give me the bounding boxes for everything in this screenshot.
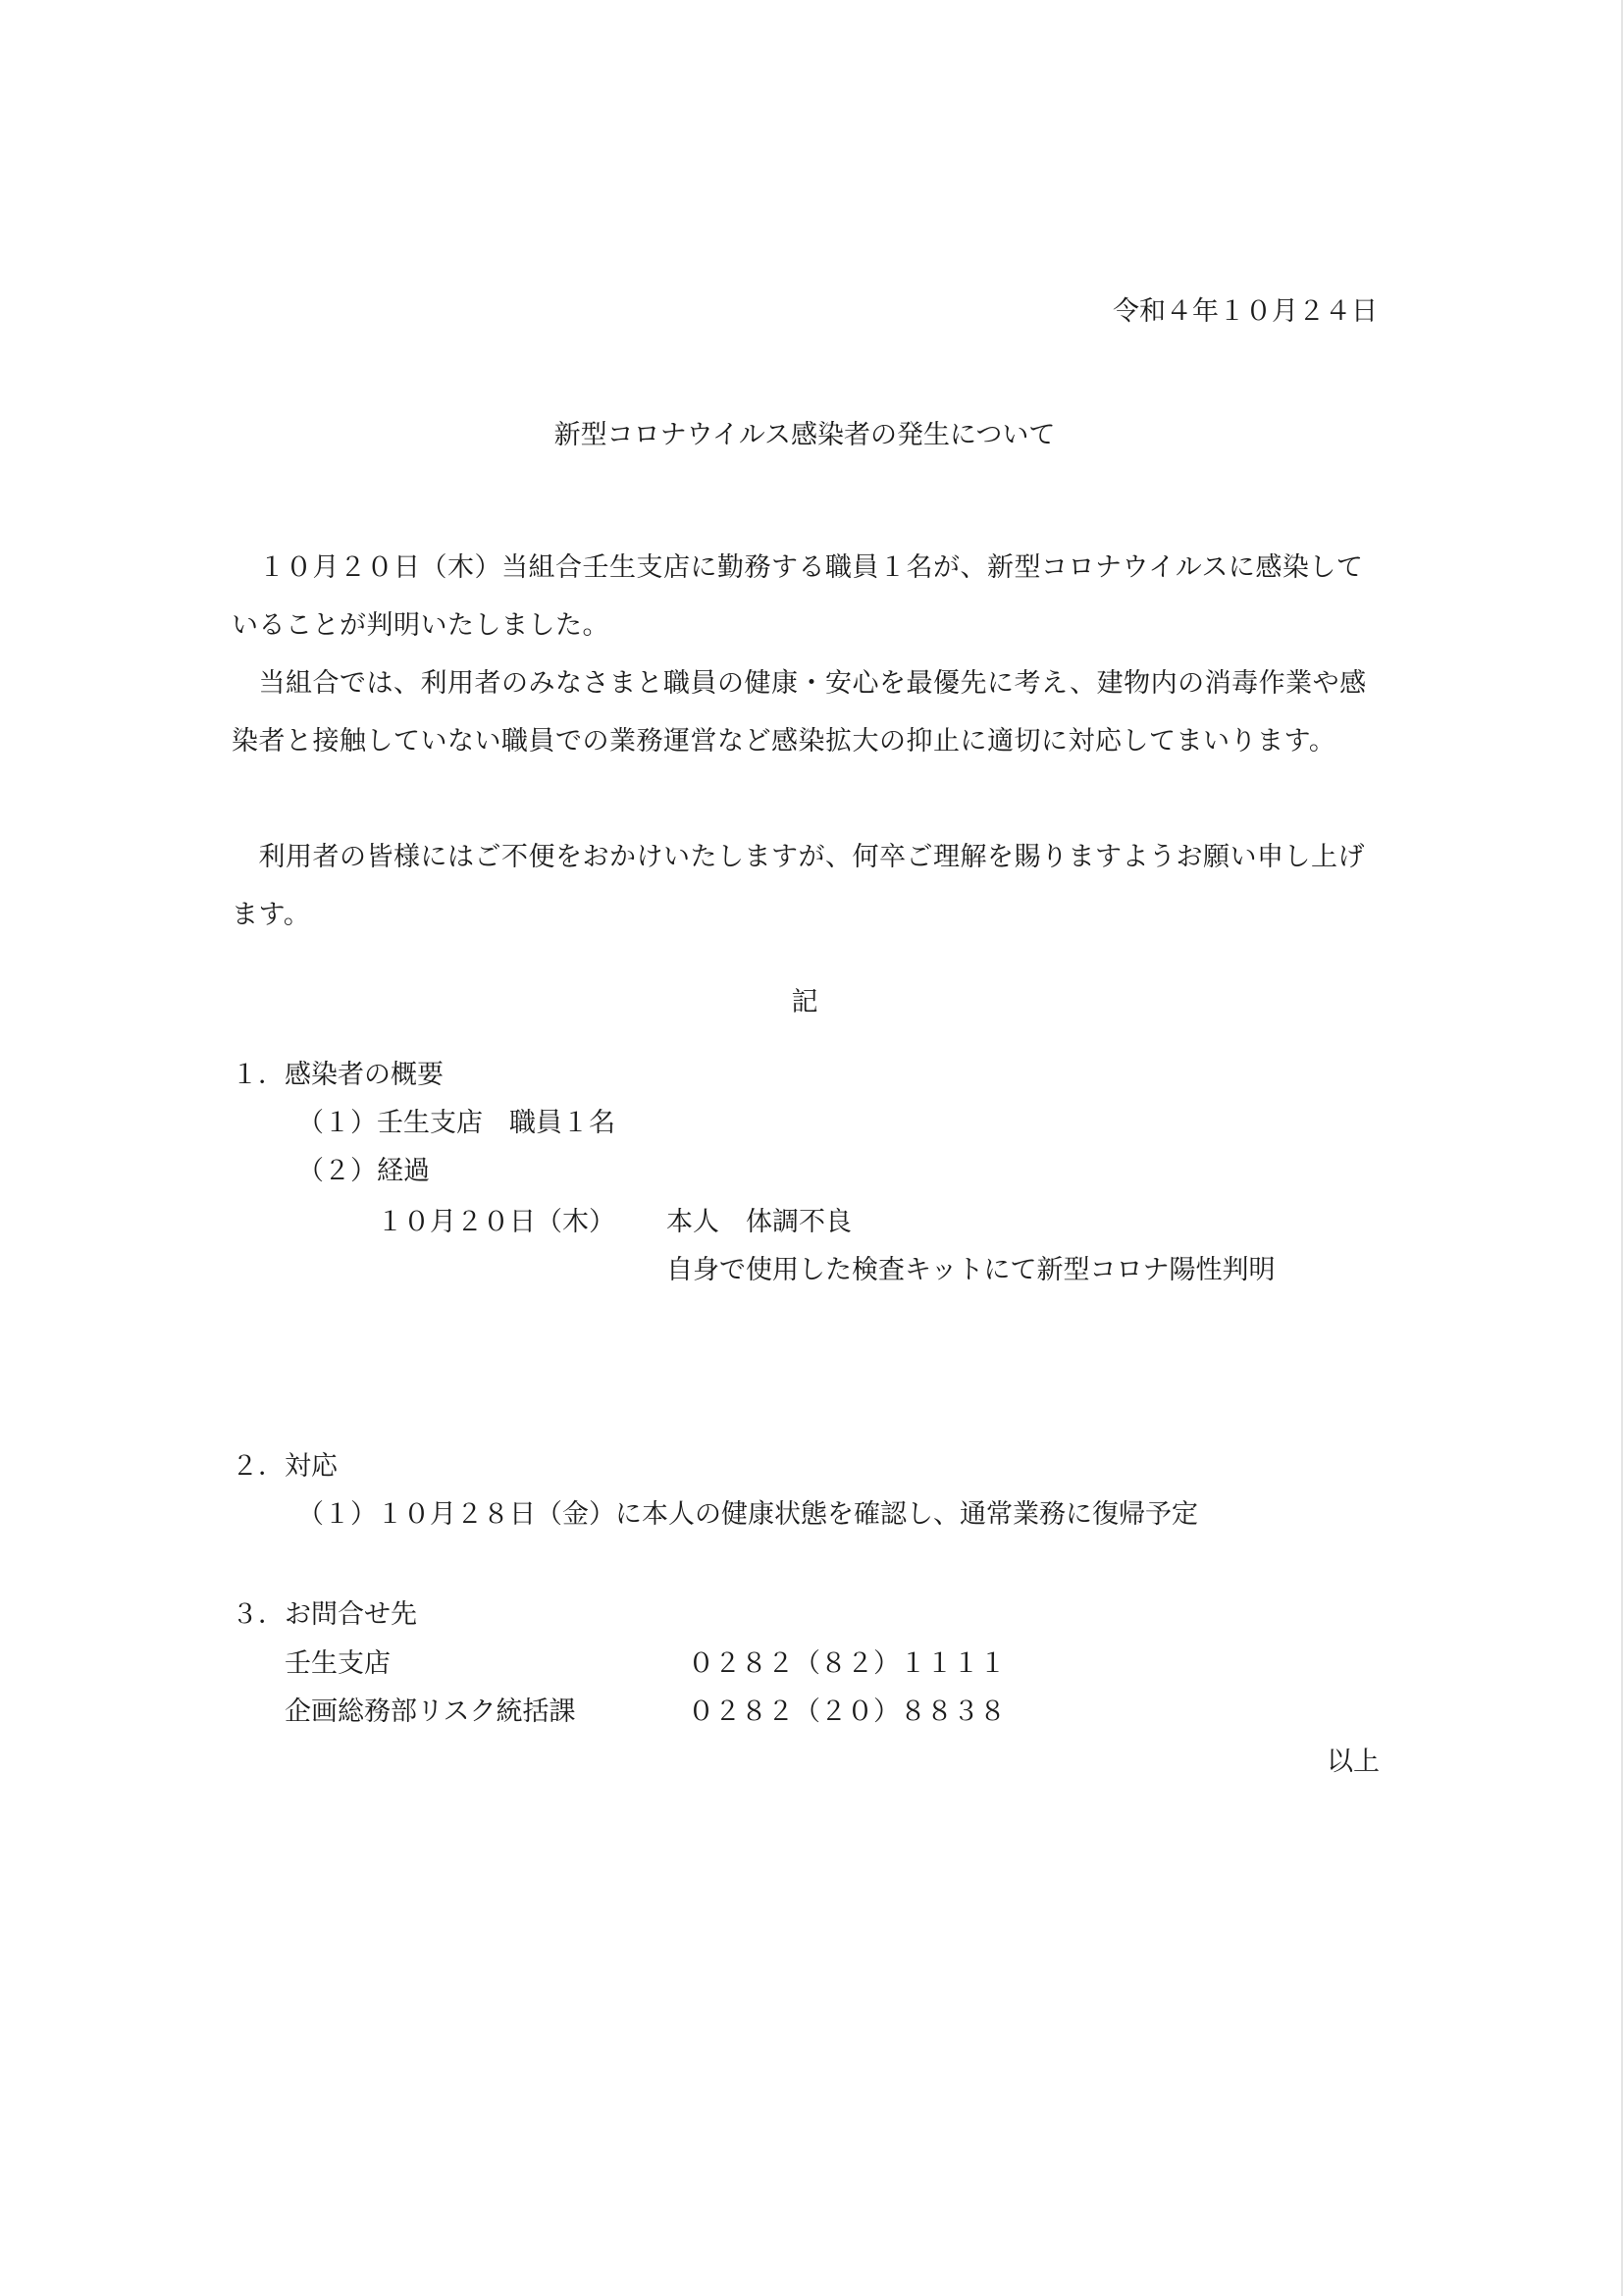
section-1-item-2: （２）経過 <box>297 1156 430 1186</box>
section-3-heading: ３．お問合せ先 <box>232 1599 417 1630</box>
event-line-1: 本人 体調不良 <box>666 1207 852 1237</box>
document-title: 新型コロナウイルス感染者の発生について <box>553 420 1056 450</box>
ki-heading: 記 <box>791 987 818 1018</box>
contact-phone-1: ０２８２（８２）１１１１ <box>688 1648 1006 1679</box>
contact-name-2: 企画総務部リスク統括課 <box>285 1696 576 1727</box>
section-2-heading: ２．対応 <box>232 1451 338 1482</box>
contact-name-1: 壬生支店 <box>285 1648 391 1679</box>
body-paragraph-2: 利用者の皆様にはご不便をおかけいたしますが、何卒ご理解を賜りますようお願い申し上げます。 <box>232 842 1365 930</box>
section-1-item-1: （１）壬生支店 職員１名 <box>297 1108 615 1138</box>
event-line-2: 自身で使用した検査キットにて新型コロナ陽性判明 <box>666 1255 1276 1285</box>
section-2-item-1: （１）１０月２８日（金）に本人の健康状態を確認し、通常業務に復帰予定 <box>297 1499 1198 1530</box>
event-date: １０月２０日（木） <box>377 1207 615 1237</box>
body-paragraph-1: １０月２０日（木）当組合壬生支店に勤務する職員１名が、新型コロナウイルスに感染していることが判明いたしました。 当組合では、利用者のみなさまと職員の健康・安心を最優先に考え、建物内の消毒作業や感染者と接触していない職員での業務運営など感染拡大の抑止に適切に対応してまいります。 <box>232 552 1367 757</box>
closing-text: 以上 <box>1327 1747 1380 1777</box>
contact-phone-2: ０２８２（２０）８８３８ <box>688 1696 1006 1727</box>
section-1-heading: １．感染者の概要 <box>232 1060 444 1090</box>
document-date: 令和４年１０月２４日 <box>1113 296 1378 327</box>
